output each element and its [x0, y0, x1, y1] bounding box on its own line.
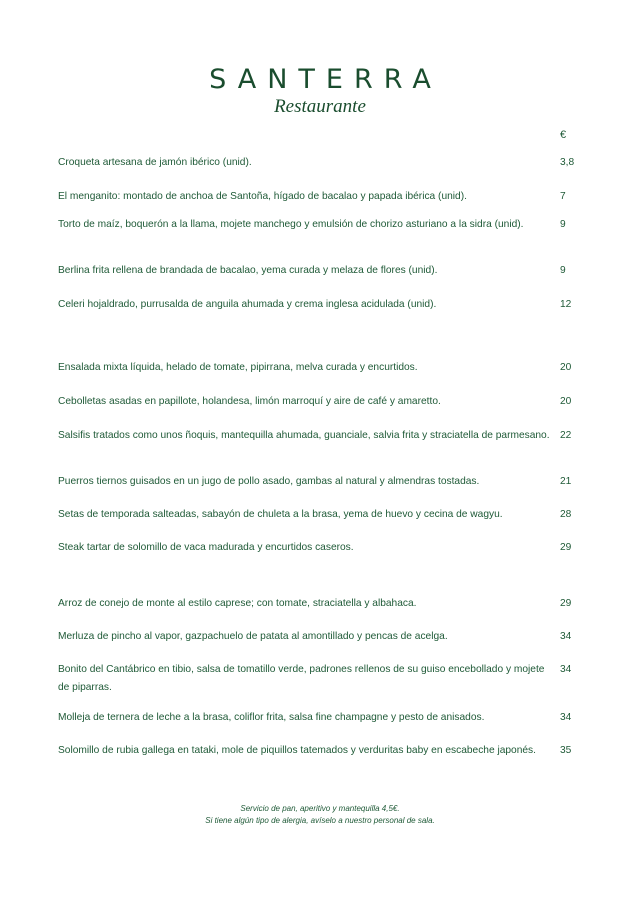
menu-item-price: 9 [560, 219, 566, 230]
menu-item-price: 21 [560, 476, 572, 487]
menu-item-price: 9 [560, 265, 566, 276]
menu-item-description: El menganito: montado de anchoa de Santoña, hígado de bacalao y papada ibérica (unid). [58, 191, 467, 202]
menu-item-price: 35 [560, 745, 572, 756]
menu-item-description: Salsifis tratados como unos ñoquis, mantequilla ahumada, guanciale, salvia frita y straciatella de parmesano. [58, 430, 550, 441]
restaurant-subtitle: Restaurante [274, 96, 366, 117]
menu-item-price: 29 [560, 542, 572, 553]
menu-item-price: 3,8 [560, 157, 575, 168]
menu-item-price: 7 [560, 191, 566, 202]
menu-item-description: Bonito del Cantábrico en tibio, salsa de tomatillo verde, padrones rellenos de su guiso encebollado y mojete de piparras. [58, 664, 545, 693]
menu-item-description: Puerros tiernos guisados en un jugo de pollo asado, gambas al natural y almendras tostadas. [58, 476, 480, 487]
menu-item-description: Merluza de pincho al vapor, gazpachuelo de patata al amontillado y pencas de acelga. [58, 631, 448, 642]
menu-item-price: 34 [560, 712, 572, 723]
menu-item-price: 34 [560, 631, 572, 642]
menu-footer [0, 803, 640, 827]
restaurant-name: SANTERRA [209, 64, 442, 95]
menu-header [0, 64, 640, 118]
menu-item-price: 22 [560, 430, 572, 441]
menu-item-description: Molleja de ternera de leche a la brasa, coliflor frita, salsa fine champagne y pesto de anisados. [58, 712, 485, 723]
menu-item-description: Croqueta artesana de jamón ibérico (unid). [58, 157, 252, 168]
menu-item-description: Steak tartar de solomillo de vaca madurada y encurtidos caseros. [58, 542, 354, 553]
menu-item-price: 20 [560, 396, 572, 407]
menu-item-description: Celeri hojaldrado, purrusalda de anguila ahumada y crema inglesa acidulada (unid). [58, 299, 437, 310]
allergy-note: Si tiene algún tipo de alergia, avíselo a nuestro personal de sala. [205, 816, 435, 825]
menu-item-price: 12 [560, 299, 572, 310]
menu-item-description: Solomillo de rubia gallega en tataki, mole de piquillos tatemados y verduritas baby en escabeche japonés. [58, 745, 536, 756]
menu-item-description: Cebolletas asadas en papillote, holandesa, limón marroquí y aire de café y amaretto. [58, 396, 441, 407]
menu-item-description: Berlina frita rellena de brandada de bacalao, yema curada y melaza de flores (unid). [58, 265, 438, 276]
menu-item-price: 20 [560, 362, 572, 373]
menu-item-price: 34 [560, 664, 572, 675]
menu-item-description: Ensalada mixta líquida, helado de tomate, pipirrana, melva curada y encurtidos. [58, 362, 418, 373]
bread-service-note: Servicio de pan, aperitivo y mantequilla 4,5€. [240, 804, 400, 813]
menu-item-price: 29 [560, 598, 572, 609]
menu-item-description: Setas de temporada salteadas, sabayón de chuleta a la brasa, yema de huevo y cecina de wagyu. [58, 509, 503, 520]
menu-item-description: Torto de maíz, boquerón a la llama, mojete manchego y emulsión de chorizo asturiano a la sidra (unid). [58, 219, 524, 230]
menu-item-description: Arroz de conejo de monte al estilo caprese; con tomate, straciatella y albahaca. [58, 598, 417, 609]
currency-symbol: € [560, 129, 567, 141]
menu-item-price: 28 [560, 509, 572, 520]
